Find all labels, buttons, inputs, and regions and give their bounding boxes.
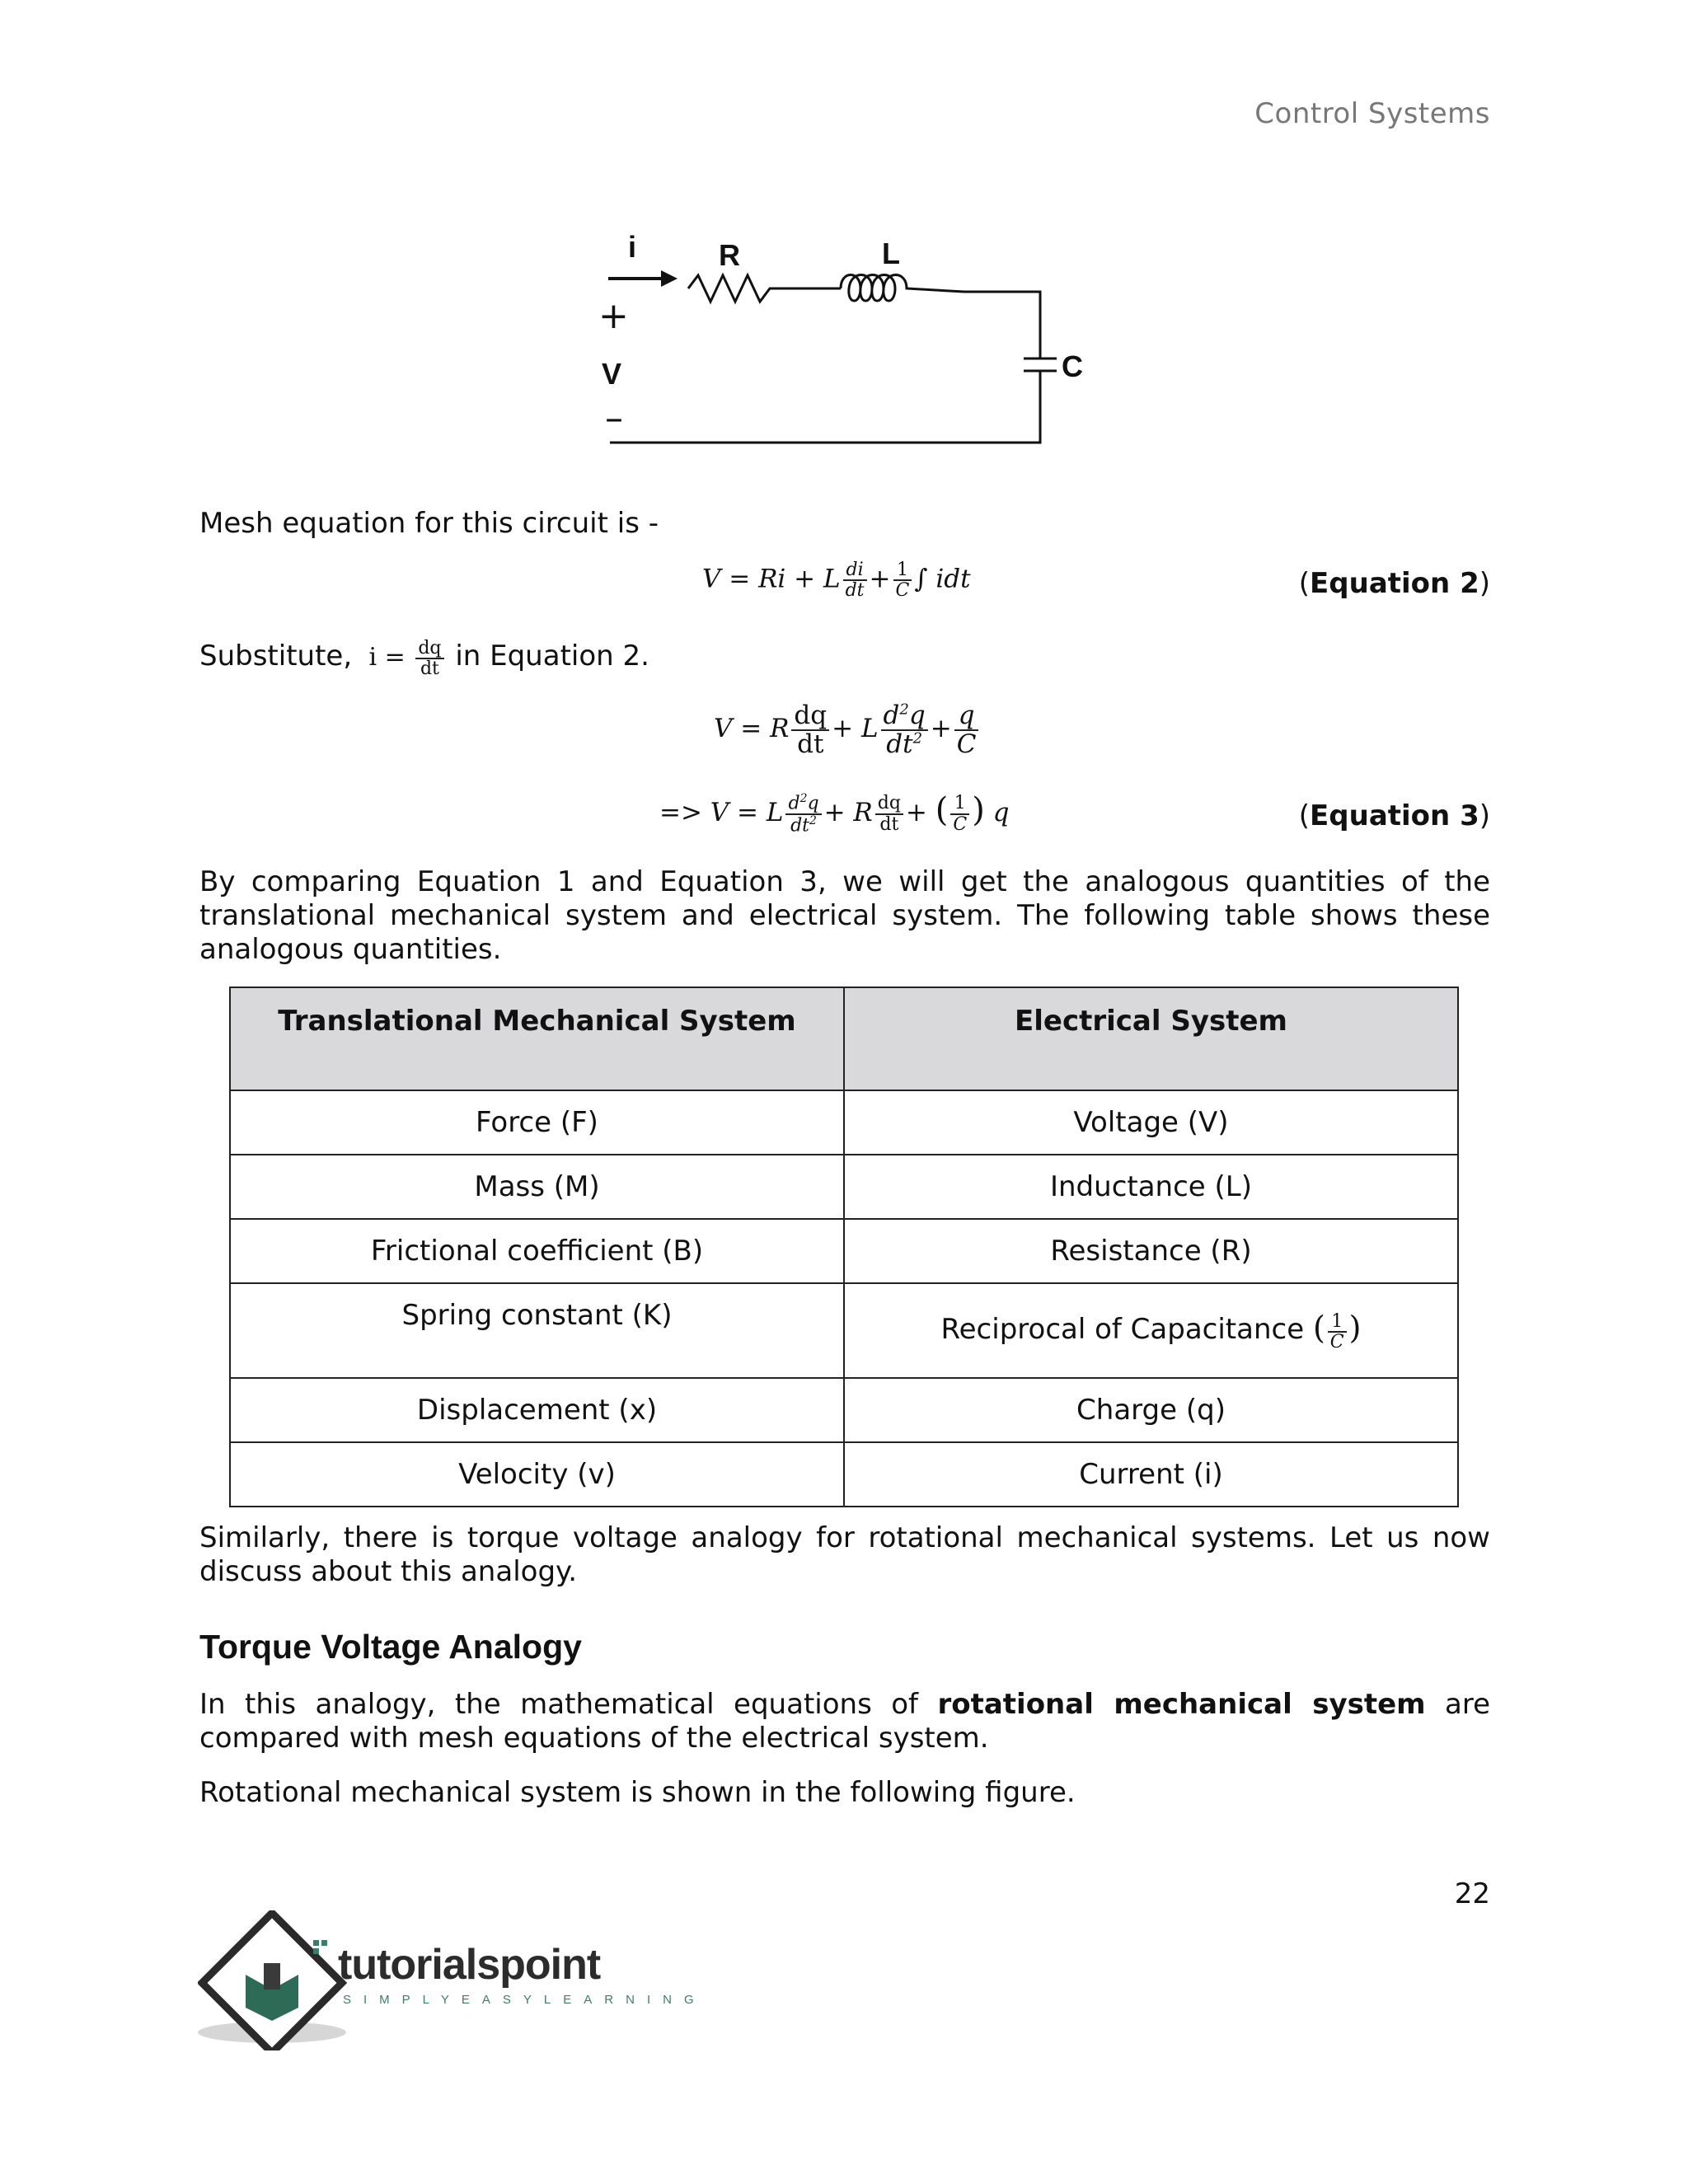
substitute-line: Substitute, i = $\frac{dq}{dt}$ in Equation 2.	[199, 638, 649, 680]
table-row	[230, 1090, 1458, 1155]
equation-3-label: (Equation 3)	[1298, 799, 1490, 832]
table-header-cell: Electrical System	[844, 987, 1458, 1090]
mesh-intro-text: Mesh equation for this circuit is -	[199, 507, 659, 540]
table-cell: Spring constant (K)	[230, 1283, 844, 1378]
positive-terminal: +	[598, 295, 629, 337]
logo-wordmark: tutorialspoint	[338, 1941, 601, 1989]
table-cell: Frictional coefficient (B)	[230, 1219, 844, 1283]
table-row	[230, 1283, 1458, 1378]
comparing-paragraph: By comparing Equation 1 and Equation 3, we will get the analogous quantities of the translational mechanical system and electrical system. The following table shows these analogous quantities.	[199, 865, 1490, 966]
inductor-label: L	[882, 237, 900, 270]
current-label: i	[628, 230, 637, 264]
table-cell: Current (i)	[844, 1442, 1458, 1507]
table-cell: Force (F)	[230, 1090, 844, 1155]
page-header-title: Control Systems	[1254, 97, 1490, 130]
table-header-cell: Translational Mechanical System	[230, 987, 844, 1090]
table-cell: Mass (M)	[230, 1155, 844, 1219]
tutorialspoint-logo	[198, 1910, 706, 2050]
table-cell: Displacement (x)	[230, 1378, 844, 1442]
table-cell: Charge (q)	[844, 1378, 1458, 1442]
table-cell: Velocity (v)	[230, 1442, 844, 1507]
resistor-symbol	[688, 275, 841, 302]
section-heading: Torque Voltage Analogy	[199, 1628, 582, 1666]
analogous-quantities-table	[229, 987, 1459, 1507]
equation-3: => V = L $\frac{d^2q}{dt^2}$ + R $\frac{dq}{dt}$ + ( $\frac{1}{C}$ ) q	[659, 791, 1010, 836]
rlc-circuit-diagram	[585, 223, 1113, 453]
table-row	[230, 1155, 1458, 1219]
logo-tagline: SIMPLYEASYLEARNING	[343, 1993, 706, 2007]
substituted-equation: V = R $\frac{dq}{dt}$ + L $\frac{d^2q}{dt^2}$ + $\frac{q}{C}$	[714, 702, 981, 757]
analogy-paragraph: In this analogy, the mathematical equations of rotational mechanical system are compared with mesh equations of the electrical system.	[199, 1688, 1491, 1755]
negative-terminal: –	[605, 397, 623, 439]
rotational-intro-text: Rotational mechanical system is shown in the following figure.	[199, 1776, 1076, 1809]
table-header-row	[230, 987, 1458, 1090]
table-row	[230, 1442, 1458, 1507]
resistor-label: R	[719, 238, 740, 272]
table-cell: Resistance (R)	[844, 1219, 1458, 1283]
inductor-symbol	[841, 275, 1040, 359]
voltage-label: V	[602, 357, 622, 391]
equation-2-label: (Equation 2)	[1298, 567, 1490, 600]
table-cell: Inductance (L)	[844, 1155, 1458, 1219]
page-number: 22	[1454, 1877, 1490, 1910]
table-row	[230, 1219, 1458, 1283]
equation-2: V = Ri + L $\frac{di}{dt}$ + $\frac{1}{C}$ ∫ idt	[702, 560, 971, 602]
table-cell: Voltage (V)	[844, 1090, 1458, 1155]
table-row	[230, 1378, 1458, 1442]
capacitor-symbol	[610, 359, 1057, 443]
capacitor-label: C	[1062, 349, 1083, 383]
table-cell: Reciprocal of Capacitance ( $\frac{1}{C}$ )	[844, 1283, 1458, 1378]
similarly-paragraph: Similarly, there is torque voltage analogy for rotational mechanical systems. Let us now discuss about this analogy.	[199, 1521, 1490, 1588]
